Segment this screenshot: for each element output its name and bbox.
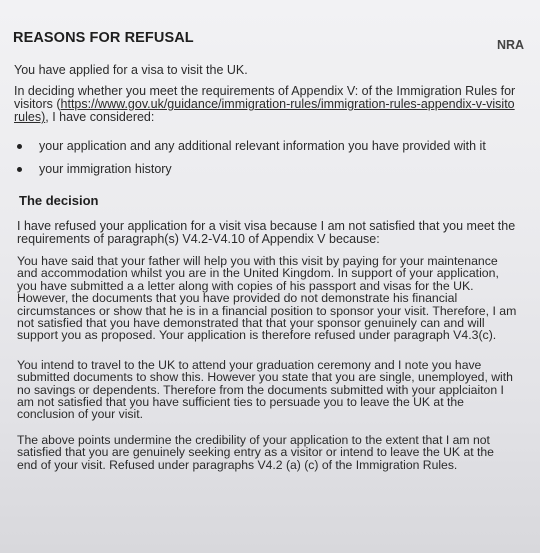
intro-paragraph: You have applied for a visa to visit the UK. xyxy=(14,63,248,77)
credibility-paragraph xyxy=(17,434,494,471)
ties-line: no savings or dependents. Therefore from the documents submitted with your applciaiton I xyxy=(17,382,504,397)
considered-line-2-prefix: visitors ( xyxy=(14,97,61,112)
ties-line: submitted documents to show this. However you state that you are single, unemployed, with xyxy=(17,370,513,385)
sponsor-line: However, the documents that you have provided do not demonstrate his financial xyxy=(17,291,458,306)
credibility-line: end of your visit. Refused under paragraphs V4.2 (a) (c) of the Immigration Rules. xyxy=(17,457,458,472)
decision-paragraph xyxy=(17,220,515,246)
ties-line: conclusion of your visit. xyxy=(17,407,143,422)
bullet-icon xyxy=(17,167,22,172)
sponsor-line: You have said that your father will help you with this visit by paying for your maintenance xyxy=(17,254,498,268)
credibility-line: The above points undermine the credibility of your application to the extent that I am not xyxy=(17,433,490,447)
reference-code: NRA xyxy=(497,38,525,52)
ties-paragraph xyxy=(17,359,513,420)
list-item xyxy=(17,162,172,176)
decision-heading: The decision xyxy=(19,193,99,208)
sponsor-line: support you as proposed. Your application is therefore refused under paragraph V4.3(c). xyxy=(17,328,497,343)
sponsor-line: circumstances or show that he is in a financial position to sponsor your visit. Therefore, I am xyxy=(17,303,517,318)
appendix-v-link-end[interactable]: rules) xyxy=(14,110,46,125)
sponsor-paragraph xyxy=(17,255,516,342)
sponsor-line: not satisfied that you have demonstrated that that your sponsor genuinely can and will xyxy=(17,316,485,331)
letter-heading: REASONS FOR REFUSAL xyxy=(13,30,194,46)
ties-line: am not satisfied that you have sufficient ties to persuade you to leave the UK at the xyxy=(17,394,464,409)
credibility-line: satisfied that you are genuinely seeking entry as a visitor or intend to leave the UK at the xyxy=(17,445,494,460)
bullet-text: your immigration history xyxy=(39,162,172,176)
bullet-text: your application and any additional relevant information you have provided with it xyxy=(39,139,486,153)
considered-line-3-suffix: , I have considered: xyxy=(45,110,155,125)
appendix-v-link[interactable]: https://www.gov.uk/guidance/immigration-rules/immigration-rules-appendix-v-visito xyxy=(60,97,515,112)
sponsor-line: and accommodation whilst you are in the United Kingdom. In support of your application, xyxy=(17,266,499,281)
bullet-icon xyxy=(17,144,22,149)
sponsor-line: you have submitted a a letter along with copies of his passport and visas for the UK. xyxy=(17,278,474,293)
considered-paragraph xyxy=(14,85,515,125)
decision-line: I have refused your application for a visit visa because I am not satisfied that you meet the xyxy=(17,219,516,233)
considered-line-3 xyxy=(14,111,515,124)
list-item xyxy=(17,139,486,153)
decision-line: requirements of paragraph(s) V4.2-V4.10 of Appendix V because: xyxy=(17,232,380,247)
considered-line-1: In deciding whether you meet the requirements of Appendix V: of the Immigration Rules for xyxy=(14,84,516,98)
ties-line: You intend to travel to the UK to attend your graduation ceremony and I note you have xyxy=(17,358,482,372)
